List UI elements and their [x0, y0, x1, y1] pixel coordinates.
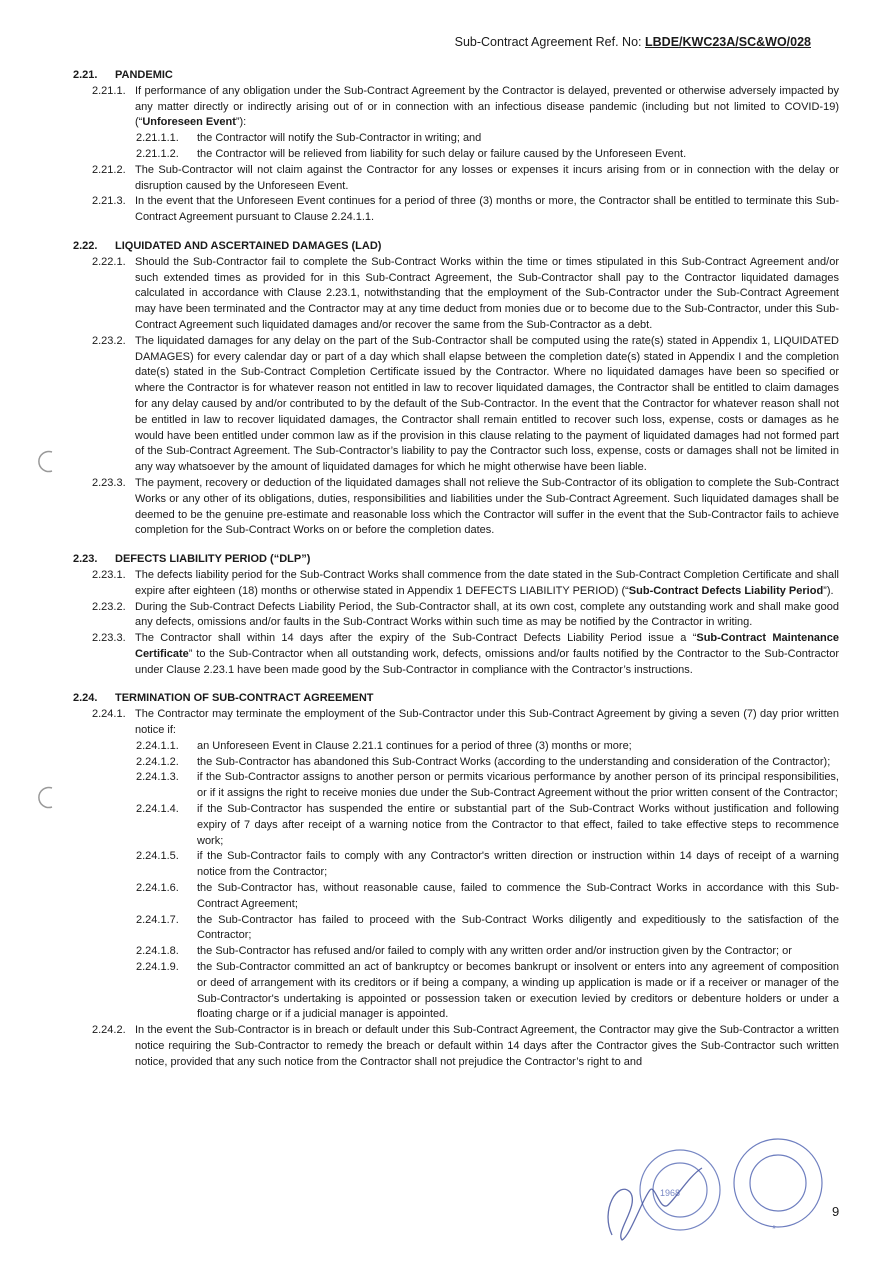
clause-2-24-1-8: 2.24.1.8. the Sub-Contractor has refused and/or failed to comply with any written order and/or instruction given by the Contractor; or: [136, 945, 792, 958]
company-stamp-left: [640, 1150, 720, 1230]
clause-2-24-1-5: 2.24.1.5. if the Sub-Contractor fails to comply with any Contractor's written direction or instruction within 14 days of receipt of a warning notice from the Contractor;: [136, 850, 839, 879]
page-header: [455, 35, 811, 49]
clause-2-21-1-1: 2.21.1.1. the Contractor will notify the Sub-Contractor in writing; and: [136, 132, 482, 145]
section-heading: 2.21. PANDEMIC: [73, 69, 173, 81]
clause-2-23-3-lad: 2.23.3. The payment, recovery or deduction of the liquidated damages shall not relieve the Sub-Contractor of its obligation to complete the Sub-Contract Works or any other of its obligations, duties, responsibilities and liabilities under the Sub-Contract Agreement. Such liquidated damages shall be deemed to be the genuine pre-estimate and reasonable loss which the Contractor will suffer in the event that the Sub-Contractor fails to achieve completion for the Sub-Contract Works on or before the completion dates.: [92, 476, 839, 537]
section-2-21: [73, 68, 839, 1071]
clause-2-24-1-1: 2.24.1.1. an Unforeseen Event in Clause 2.21.1 continues for a period of three (3) months or more;: [136, 739, 632, 752]
clause-2-24-2: 2.24.2. In the event the Sub-Contractor is in breach or default under this Sub-Contract Agreement, the Contractor may give the Sub-Contractor a written notice requiring the Sub-Contractor to remedy the breach or default within 14 days after the Contractor gives the Sub-Contractor such written notice, provided that any such notice from the Contractor shall not prejudice the Contractor’s right to and: [92, 1024, 839, 1068]
clause-2-23-2-lad: 2.23.2. The liquidated damages for any delay on the part of the Sub-Contractor shall be computed using the rate(s) stated in Appendix 1, LIQUIDATED DAMAGES) for every calendar day or part of a day which shall elapse between the completion date(s) stated in Appendix I and the completion date(s) stated in the Sub-Contract Completion Certificate issued by the Contractor. Where no liquidated damages have been so specified or where the Contractor is for whatever reason not entitled in law to recover liquidated damages, the Contractor shall be entitled to claim damages for any delay caused by and/or contributed to by the default of the Sub-Contractor. In the event that the Contractor for whatever reason shall not be entitled in law to recover liquidated damages, the Contractor shall remain entitled to recover such loss, expense, costs or damages as he would have been entitled under common law as if the provision in this clause relating to the payment of liquidated damages had not formed part of the Sub-Contract Agreement. The Sub-Contractor’s liability to pay the Contractor such loss, expense, costs or damages shall not be limited in any way whatsoever by the amount of liquidated damages for which he might otherwise have been liable.: [92, 334, 839, 474]
clause-2-24-1-7: 2.24.1.7. the Sub-Contractor has failed to proceed with the Sub-Contract Works diligently and expeditiously to the satisfaction of the Contractor;: [136, 913, 839, 942]
clause-2-24-1-9: 2.24.1.9. the Sub-Contractor committed an act of bankruptcy or becomes bankrupt or insolvent or enters into any agreement of composition or deed of arrangement with its creditors or if being a company, a winding up application is made or if a receiver or manager of the Sub-Contractor's undertaking is appointed or possession taken or execution levied by creditors or debenture holders or under a floating charge or if a judicial manager is appointed.: [136, 961, 839, 1021]
clause-2-24-1-2: 2.24.1.2. the Sub-Contractor has abandoned this Sub-Contract Works (according to the understanding and consideration of the Contractor);: [136, 755, 831, 768]
clause-2-24-1-4: 2.24.1.4. if the Sub-Contractor has suspended the entire or substantial part of the Sub-Contract Works without justification and following expiry of 7 days after receipt of a warning notice from the Contractor to that effect, failed to take effective steps to recommence work;: [136, 803, 839, 847]
clause-2-23-2: 2.23.2. During the Sub-Contract Defects Liability Period, the Sub-Contractor shall, at its own cost, complete any outstanding work and shall make good any defects, omissions and/or faults in the Sub-Contract Works within such time as may be notified by the Contractor in writing.: [92, 600, 839, 629]
clause-2-21-1-2: 2.21.1.2. the Contractor will be relieved from liability for such delay or failure caused by the Unforeseen Event.: [136, 147, 687, 160]
clause-2-24-1-3: 2.24.1.3. if the Sub-Contractor assigns to another person or permits vicarious performance by another person of its principal responsibilities, or if it assigns the right to receive monies due under the Sub-Contract Agreement without the prior written consent of the Contractor;: [136, 771, 839, 800]
clause-2-22-1: 2.22.1. Should the Sub-Contractor fail to complete the Sub-Contract Works within the time or times stipulated in this Sub-Contract Agreement and/or such extended times as provided for in this Sub-Contract Agreement, the Sub-Contractor shall pay to the Contractor liquidated damages calculated in accordance with Clause 2.23.1, notwithstanding that the employment of the Sub-Contractor under the Sub-Contract Agreement may have been terminated and the Contractor may at any time deduct from monies due or to become due to the Sub-Contractor, under this Sub-Contract Agreement such liquidated damages and/or recover the same from the Sub-Contractor as a debt.: [92, 255, 839, 331]
clause-2-21-1: 2.21.1. If performance of any obligation under the Sub-Contract Agreement by the Contractor is delayed, prevented or otherwise adversely impacted by any matter directly or indirectly arising out of or in connection with an infectious disease pandemic (including but not limited to COVID-19) (“Unforeseen Event”):: [92, 84, 839, 129]
clause-2-24-1: 2.24.1. The Contractor may terminate the employment of the Sub-Contractor under this Sub-Contract Agreement by giving a seven (7) day prior written notice if:: [92, 708, 839, 737]
clause-2-24-1-6: 2.24.1.6. the Sub-Contractor has, without reasonable cause, failed to commence the Sub-Contract Works in accordance with this Sub-Contract Agreement;: [136, 882, 839, 910]
signature: [608, 1168, 702, 1240]
company-stamp-right: [734, 1139, 822, 1235]
svg-text:1968: 1968: [660, 1188, 681, 1198]
clause-2-23-1: 2.23.1. The defects liability period for the Sub-Contract Works shall commence from the date stated in the Sub-Contract Completion Certificate and shall expire after eighteen (18) months or otherwise stated in Appendix 1 DEFECTS LIABILITY PERIOD) (“Sub-Contract Defects Liability Period”).: [92, 568, 839, 597]
ref-number: LBDE/KWC23A/SC&WO/028: [645, 35, 811, 49]
section-heading: 2.23. DEFECTS LIABILITY PERIOD (“DLP”): [73, 553, 311, 566]
clause-2-23-3: 2.23.3. The Contractor shall within 14 days after the expiry of the Sub-Contract Defects Liability Period issue a “Sub-Contract Maintenance Certificate” to the Sub-Contractor when all outstanding work, defects, omissions and/or faults notified by the Contractor to the Sub-Contractor under Clause 2.23.1 have been made good by the Sub-Contractor in compliance with the Contractor’s instructions.: [92, 632, 839, 676]
section-heading: 2.24. TERMINATION OF SUB-CONTRACT AGREEMENT: [73, 692, 374, 705]
clause-2-21-2: 2.21.2. The Sub-Contractor will not claim against the Contractor for any losses or expenses it incurs arising from or in connection with the delay or disruption caused by the Unforeseen Event.: [92, 163, 839, 192]
clause-2-21-3: 2.21.3. In the event that the Unforeseen Event continues for a period of three (3) months or more, the Contractor shall be entitled to terminate this Sub-Contract Agreement pursuant to Clause 2.24.1.1.: [92, 195, 839, 224]
svg-text:*: *: [772, 1224, 776, 1235]
ref-label: Sub-Contract Agreement Ref. No:: [454, 35, 642, 49]
document-body: [0, 68, 893, 1071]
section-heading: 2.22. LIQUIDATED AND ASCERTAINED DAMAGES (LAD): [73, 239, 382, 252]
page-number: 9: [832, 1204, 840, 1219]
